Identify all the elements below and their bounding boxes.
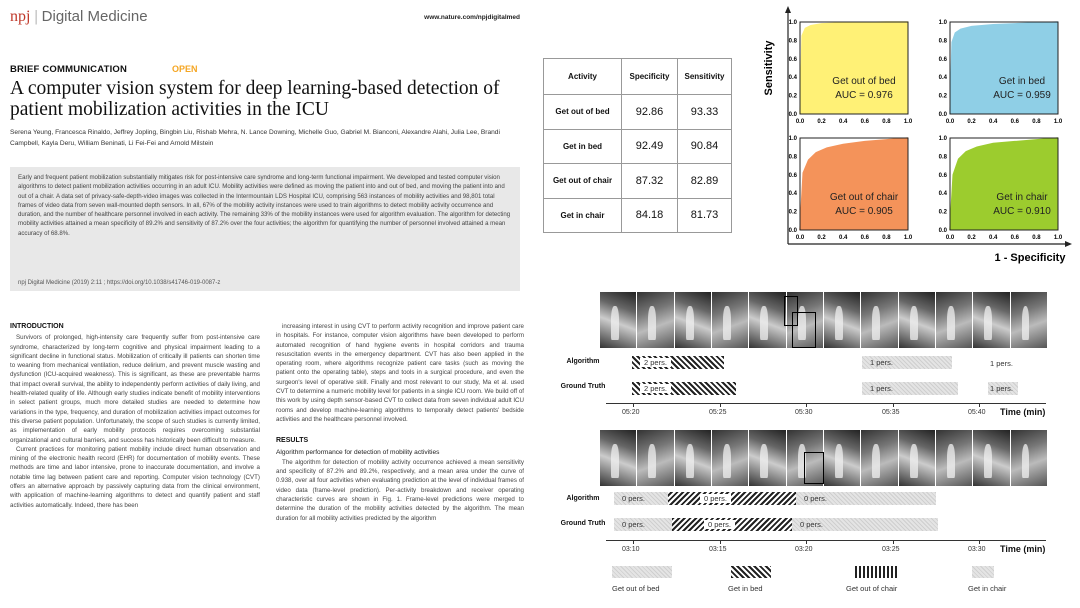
- video-frame: [600, 292, 637, 348]
- article-type: BRIEF COMMUNICATION: [10, 64, 128, 75]
- video-frames-strip-2: [600, 430, 1048, 486]
- y-tick-label: 0.2: [938, 93, 947, 100]
- y-tick-label: 0.6: [938, 56, 947, 63]
- timeline-bar-get-in-chair: 1 pers.: [988, 382, 1018, 395]
- video-frame: [861, 430, 898, 486]
- time-tick: 05:30: [795, 409, 813, 416]
- results-paragraph: The algorithm for detection of mobility activity occurrence achieved a mean sensitivity and specificity of 87.2% and 89.2%, respectively, and a mean area under the curve of 0.938, over all four activities when evaluating prediction at the level of individual frames of video data (frame-level prediction). Per-activity breakdown and receiver operating characteristic curves are shown in Fig. 1. Frame-level predictions were merged to determine the duration of the mobility activities detected by the algorithm. The mean duration for all mobility activities predicted by the algorithm: [276, 458, 524, 522]
- table-header: Sensitivity: [678, 59, 732, 95]
- auc-label: AUC = 0.959: [993, 90, 1051, 101]
- logo-mark: npj: [10, 8, 31, 25]
- y-tick-label: 0.6: [788, 172, 797, 179]
- specificity-cell: 84.18: [622, 198, 678, 233]
- ground-truth-row-label: Ground Truth: [560, 383, 606, 390]
- y-tick-label: 0.0: [938, 112, 947, 118]
- x-tick-label: 0.8: [882, 235, 891, 241]
- col2-paragraph: increasing interest in using CVT to perform activity recognition and improve patient care in hospitals. For instance, computer vision algorithms have been developed to perform automated recognition of hand hygiene events in hospital corridors and trauma resuscitation events in the emergency department. CVT has also been applied in the operating room, where algorithms recognize patient care tasks (such as moving the patient onto the operating table), steps and tools in a surgical procedure, and even the surgeon's level of operative skill. Finally and most relevant to our study, Ma et al. used CVT to determine a numeric mobility level for patients in a single ICU room. We build off of this work by using depth sensor-based CVT to collect data from seven individual adult ICU rooms and develop machine-learning algorithms to temporally detect patients' bedside activities and the healthcare personnel involved.: [276, 323, 524, 423]
- table-header: Activity: [544, 59, 622, 95]
- video-frame: [749, 292, 786, 348]
- column-1: [10, 322, 260, 510]
- time-axis-2: [606, 540, 1046, 541]
- x-tick-label: 0.0: [795, 235, 805, 241]
- activity-cell: Get out of bed: [544, 95, 622, 130]
- video-frame: [973, 292, 1010, 348]
- y-tick-label: 0.8: [938, 154, 947, 161]
- table-row: [544, 198, 732, 233]
- y-tick-label: 0.0: [788, 228, 797, 234]
- legend-label: Get in bed: [728, 584, 763, 593]
- activity-cell: Get in bed: [544, 129, 622, 164]
- sensitivity-cell: 93.33: [678, 95, 732, 130]
- timeline-bar-get-out-of-bed: 0 pers.: [796, 492, 936, 505]
- x-axis-arrow: [1065, 241, 1072, 247]
- intro-paragraph-2: Current practices for monitoring patient mobility include direct human observation and mining of the electronic health record (EHR) for documentation of mobility events. These methods are time and labor intensive, prone to inaccurate documentation, and involve a notable time lag between patient care and reporting. Computer vision technology (CVT) offers an alternative approach by passively capturing data from the clinical environment, with application of machine-learning algorithms to detect and quantify patient and staff activities automatically. Indeed, there has been: [10, 445, 260, 509]
- y-tick-label: 0.4: [938, 75, 947, 82]
- x-tick-label: 1.0: [1053, 119, 1063, 125]
- table-row: [544, 164, 732, 199]
- y-tick-label: 0.6: [788, 56, 797, 63]
- time-axis-1: [606, 403, 1046, 404]
- journal-url[interactable]: www.nature.com/npjdigitalmed: [424, 14, 520, 21]
- y-tick-label: 0.2: [788, 93, 797, 100]
- column-2: [276, 322, 524, 523]
- x-tick-label: 0.8: [1032, 235, 1041, 241]
- intro-heading: INTRODUCTION: [10, 323, 64, 330]
- sensitivity-cell: 82.89: [678, 164, 732, 199]
- time-tick: 03:10: [622, 546, 640, 553]
- activity-cell: Get out of chair: [544, 164, 622, 199]
- y-tick-label: 0.0: [938, 228, 947, 234]
- detection-box: [792, 312, 816, 348]
- x-tick-label: 0.2: [817, 235, 826, 241]
- timeline-label: 1 pers.: [990, 359, 1013, 368]
- time-tick: 03:15: [709, 546, 727, 553]
- open-access-badge: OPEN: [172, 64, 198, 74]
- roc-panel-title: Get out of chair: [829, 192, 899, 203]
- y-tick-label: 0.8: [788, 154, 797, 161]
- auc-label: AUC = 0.910: [993, 206, 1051, 217]
- table-row: [544, 95, 732, 130]
- results-subheading: Algorithm performance for detection of mobility activities: [276, 448, 440, 456]
- detection-box: [804, 452, 824, 484]
- video-frame: [936, 430, 973, 486]
- y-axis-arrow: [785, 6, 791, 13]
- algorithm-row-label: Algorithm: [566, 495, 600, 502]
- time-tick: 03:30: [968, 546, 986, 553]
- video-frame: [749, 430, 786, 486]
- algorithm-row-label: Algorithm: [566, 358, 600, 365]
- x-tick-label: 0.2: [967, 235, 976, 241]
- x-tick-label: 0.0: [945, 235, 955, 241]
- x-tick-label: 0.6: [1010, 119, 1019, 125]
- video-frame: [973, 430, 1010, 486]
- video-frame: [675, 430, 712, 486]
- timeline-bar-get-in-bed: 0 pers.: [672, 518, 792, 531]
- time-tick: 03:25: [882, 546, 900, 553]
- x-tick-label: 0.4: [839, 119, 848, 125]
- y-tick-label: 1.0: [788, 136, 797, 142]
- auc-label: AUC = 0.976: [835, 90, 893, 101]
- specificity-cell: 92.86: [622, 95, 678, 130]
- x-tick-label: 0.0: [795, 119, 805, 125]
- y-tick-label: 0.8: [788, 38, 797, 45]
- ground-truth-row-label: Ground Truth: [560, 520, 606, 527]
- x-tick-label: 0.8: [1032, 119, 1041, 125]
- x-tick-label: 0.2: [817, 119, 826, 125]
- legend-label: Get out of chair: [846, 584, 898, 593]
- y-tick-label: 0.4: [788, 191, 797, 198]
- video-frames-strip-1: [600, 292, 1048, 348]
- author-list[interactable]: Serena Yeung, Francesca Rinaldo, Jeffrey Jopling, Bingbin Liu, Rishab Mehra, N. Lance Downing, Michelle Guo, Gabriel M. Bianconi, Alexandre Alahi, Julia Lee, Brandi Campbell, Kayla Deru, William Beninati, Li Fei-Fei and Arnold Milstein: [10, 129, 500, 147]
- legend-swatch-get-in-chair: [972, 566, 994, 578]
- roc-panel-title: Get in chair: [996, 192, 1048, 203]
- video-frame: [1011, 430, 1048, 486]
- x-tick-label: 1.0: [1053, 235, 1063, 241]
- video-frame: [1011, 292, 1048, 348]
- time-tick: 03:20: [795, 546, 813, 553]
- y-tick-label: 1.0: [788, 20, 797, 26]
- x-tick-label: 1.0: [903, 119, 913, 125]
- time-axis-title: Time (min): [1000, 407, 1046, 417]
- x-tick-label: 0.6: [860, 235, 869, 241]
- intro-paragraph: Survivors of prolonged, high-intensity care frequently suffer from post-intensive care syndrome, characterized by long-term cognitive and physical impairment leading to a significant decline in functional status. Mobilization of critically ill patients can shorten time to weaning from mechanical ventilation, reduce delirium, and prevent muscle wasting and dysfunction (ICU-acquired weakness). This is significant, as these are preventable harms that impact overall survival, the ability to independently perform activities of daily living, and health-related quality of life. Although early studies indicate benefit of mobility interventions in select patient groups, much more detailed studies are needed to determine how variations in the type, frequency, and duration of mobilization activities impact outcomes for this diverse patient population. Unfortunately, the scope of such studies is currently limited, as implementation of early mobility protocols requires overcoming substantial organizational and cultural barriers, and success has historically been difficult to measure.: [10, 334, 260, 444]
- specificity-cell: 87.32: [622, 164, 678, 199]
- timeline-bar-get-in-bed: 2 pers.: [632, 356, 724, 369]
- time-tick: 05:25: [709, 409, 727, 416]
- roc-panel-title: Get out of bed: [832, 76, 896, 87]
- x-tick-label: 0.4: [989, 119, 998, 125]
- x-tick-label: 0.2: [967, 119, 976, 125]
- results-table: [543, 58, 732, 233]
- timeline-bar-get-in-chair: 1 pers.: [862, 356, 952, 369]
- activity-cell: Get in chair: [544, 198, 622, 233]
- x-tick-label: 0.8: [882, 119, 891, 125]
- legend-swatch-get-out-of-chair: [855, 566, 899, 578]
- y-tick-label: 0.4: [788, 75, 797, 82]
- video-frame: [600, 430, 637, 486]
- timeline-bar-get-out-of-bed: 0 pers.: [614, 492, 668, 505]
- table-header-row: [544, 59, 732, 95]
- roc-panel-title: Get in bed: [998, 76, 1046, 87]
- abstract-text: Early and frequent patient mobilization substantially mitigates risk for post-intensive care syndrome and long-term functional impairment. We developed and tested computer vision algorithms to detect patient mobilization activities occurring in an adult ICU. Mobility activities were defined as moving the patient into and out of bed, and moving the patient into and out of a chair. A data set of privacy-safe-depth-video images was collected in the Intermountain LDS Hospital ICU, comprising 563 instances of mobility activities and 98,801 total frames of video data from seven wall-mounted depth sensors. In all, 67% of the mobility activity instances were used to train algorithms to detect mobility activity occurrence and duration, and the number of healthcare personnel involved in each activity. The remaining 33% of the mobility instances were used for algorithm evaluation. The algorithm for detecting mobility activities attained a mean specificity of 89.2% and sensitivity of 87.2% over the four activities; the algorithm for quantifying the number of personnel involved attained a mean accuracy of 68.8%.: [18, 174, 511, 237]
- video-frame: [675, 292, 712, 348]
- timeline-bar-get-out-of-bed: 0 pers.: [792, 518, 938, 531]
- y-tick-label: 1.0: [938, 136, 947, 142]
- journal-header: [10, 8, 520, 30]
- time-tick: 05:40: [968, 409, 986, 416]
- time-tick: 05:20: [622, 409, 640, 416]
- legend-label: Get out of bed: [612, 584, 660, 593]
- video-frame: [712, 430, 749, 486]
- journal-name: Digital Medicine: [41, 8, 148, 25]
- video-frame: [861, 292, 898, 348]
- y-tick-label: 1.0: [938, 20, 947, 26]
- y-tick-label: 0.6: [938, 172, 947, 179]
- timeline-bar-get-out-of-bed: 0 pers.: [614, 518, 672, 531]
- x-tick-label: 0.4: [839, 235, 848, 241]
- x-tick-label: 0.6: [1010, 235, 1019, 241]
- y-tick-label: 0.2: [938, 209, 947, 216]
- legend-swatch-get-in-bed: [731, 566, 771, 578]
- time-axis-title: Time (min): [1000, 544, 1046, 554]
- video-frame: [824, 292, 861, 348]
- citation[interactable]: npj Digital Medicine (2019) 2:11 ; https://doi.org/10.1038/s41746-019-0087-z: [18, 280, 221, 286]
- time-tick: 05:35: [882, 409, 900, 416]
- y-tick-label: 0.8: [938, 38, 947, 45]
- x-axis-label: 1 - Specificity: [994, 252, 1066, 264]
- video-frame: [637, 292, 674, 348]
- y-tick-label: 0.2: [788, 209, 797, 216]
- sensitivity-cell: 90.84: [678, 129, 732, 164]
- video-frame: [712, 292, 749, 348]
- table-row: [544, 129, 732, 164]
- timeline-bar-get-in-bed: 2 pers.: [632, 382, 736, 395]
- journal-logo[interactable]: npj | Digital Medicine: [10, 8, 148, 25]
- results-heading: RESULTS: [276, 437, 309, 445]
- x-tick-label: 0.0: [945, 119, 955, 125]
- article-title: A computer vision system for deep learning-based detection of patient mobilization activities in the ICU: [10, 78, 500, 120]
- legend-swatch-get-out-of-bed: [612, 566, 672, 578]
- y-tick-label: 0.4: [938, 191, 947, 198]
- roc-curves-figure: [752, 6, 1074, 268]
- x-tick-label: 1.0: [903, 235, 913, 241]
- sensitivity-cell: 81.73: [678, 198, 732, 233]
- video-frame: [824, 430, 861, 486]
- y-axis-label: Sensitivity: [763, 40, 775, 96]
- y-tick-label: 0.0: [788, 112, 797, 118]
- timeline-bar-get-in-chair: 1 pers.: [862, 382, 958, 395]
- legend-label: Get in chair: [968, 584, 1007, 593]
- video-frame: [899, 292, 936, 348]
- auc-label: AUC = 0.905: [835, 206, 893, 217]
- x-tick-label: 0.6: [860, 119, 869, 125]
- video-frame: [899, 430, 936, 486]
- abstract-box: [10, 167, 520, 291]
- timeline-bar-get-in-bed: 0 pers.: [668, 492, 796, 505]
- video-frame: [936, 292, 973, 348]
- x-tick-label: 0.4: [989, 235, 998, 241]
- video-frame: [637, 430, 674, 486]
- table-header: Specificity: [622, 59, 678, 95]
- specificity-cell: 92.49: [622, 129, 678, 164]
